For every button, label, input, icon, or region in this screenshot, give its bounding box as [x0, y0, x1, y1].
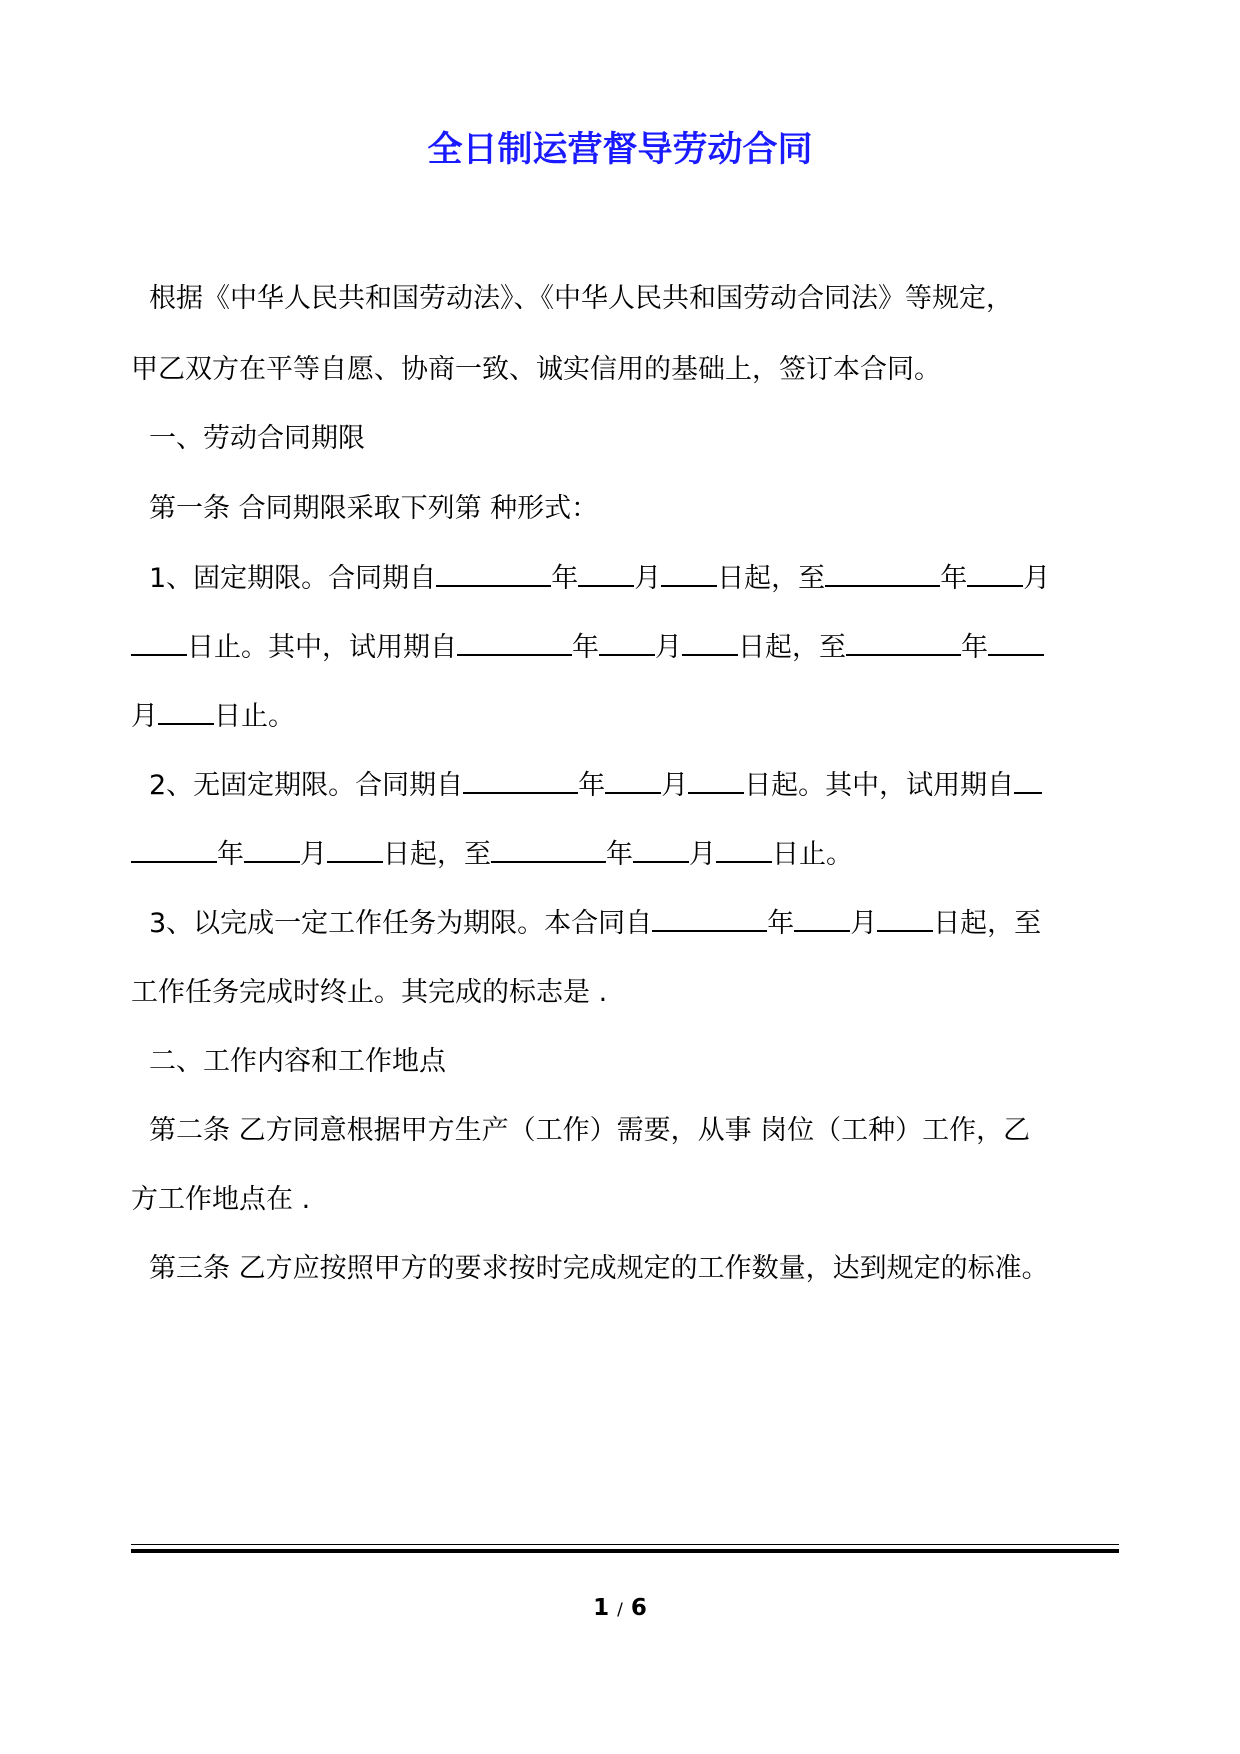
article-3: 第三条 乙方应按照甲方的要求按时完成规定的工作数量，达到规定的标准。: [149, 1253, 1049, 1284]
blank-field: [661, 559, 717, 587]
blank-field: [1014, 766, 1042, 794]
blank-field: [794, 904, 850, 932]
blank-field: [877, 904, 933, 932]
blank-field: [599, 628, 655, 656]
intro-paragraph-line-1: 根据《中华人民共和国劳动法》、《中华人民共和国劳动合同法》等规定，: [149, 283, 1013, 314]
blank-field: [825, 559, 940, 587]
blank-field: [244, 835, 300, 863]
blank-field: [457, 628, 572, 656]
blank-field: [436, 559, 551, 587]
blank-field: [633, 835, 689, 863]
item-1-line-1: 1、固定期限。合同期自 年 月 日起，至 年 月: [131, 559, 1121, 599]
page-separator: /: [617, 1600, 623, 1620]
blank-field: [463, 766, 578, 794]
blank-field: [846, 628, 961, 656]
article-1: 第一条 合同期限采取下列第 种形式：: [149, 493, 599, 524]
article-2-line-2: 方工作地点在 .: [131, 1184, 311, 1215]
intro-paragraph-line-2: 甲乙双方在平等自愿、协商一致、诚实信用的基础上，签订本合同。: [131, 354, 941, 385]
item-3-line-2: 工作任务完成时终止。其完成的标志是 .: [131, 977, 608, 1008]
document-title: 全日制运营督导劳动合同: [427, 130, 813, 170]
item-2-line-2: 年 月 日起，至 年 月 日止。: [131, 835, 1121, 875]
blank-field: [988, 628, 1044, 656]
page-current: 1: [593, 1595, 610, 1621]
section-heading-2: 二、工作内容和工作地点: [149, 1046, 446, 1077]
page-indicator: [0, 1592, 1240, 1626]
article-2-line-1: 第二条 乙方同意根据甲方生产（工作）需要，从事 岗位（工种）工作，乙: [149, 1115, 1031, 1146]
blank-field: [688, 766, 744, 794]
blank-field: [327, 835, 383, 863]
blank-field: [491, 835, 606, 863]
item-3-line-1: 3、以完成一定工作任务为期限。本合同自 年 月 日起，至: [131, 904, 1121, 944]
section-heading-1: 一、劳动合同期限: [149, 423, 365, 454]
blank-field: [131, 835, 217, 863]
footer-divider-thick: [131, 1549, 1119, 1553]
blank-field: [652, 904, 767, 932]
blank-field: [578, 559, 634, 587]
blank-field: [716, 835, 772, 863]
item-1-line-2: 日止。其中，试用期自 年 月 日起，至 年: [131, 628, 1121, 668]
item-2-line-1: 2、无固定期限。合同期自 年 月 日起。其中，试用期自: [131, 766, 1121, 806]
blank-field: [682, 628, 738, 656]
blank-field: [605, 766, 661, 794]
blank-field: [158, 697, 214, 725]
blank-field: [131, 628, 187, 656]
page-total: 6: [630, 1595, 647, 1621]
footer-divider-thin: [131, 1544, 1119, 1545]
blank-field: [967, 559, 1023, 587]
item-1-line-3: 月 日止。: [131, 697, 1121, 737]
